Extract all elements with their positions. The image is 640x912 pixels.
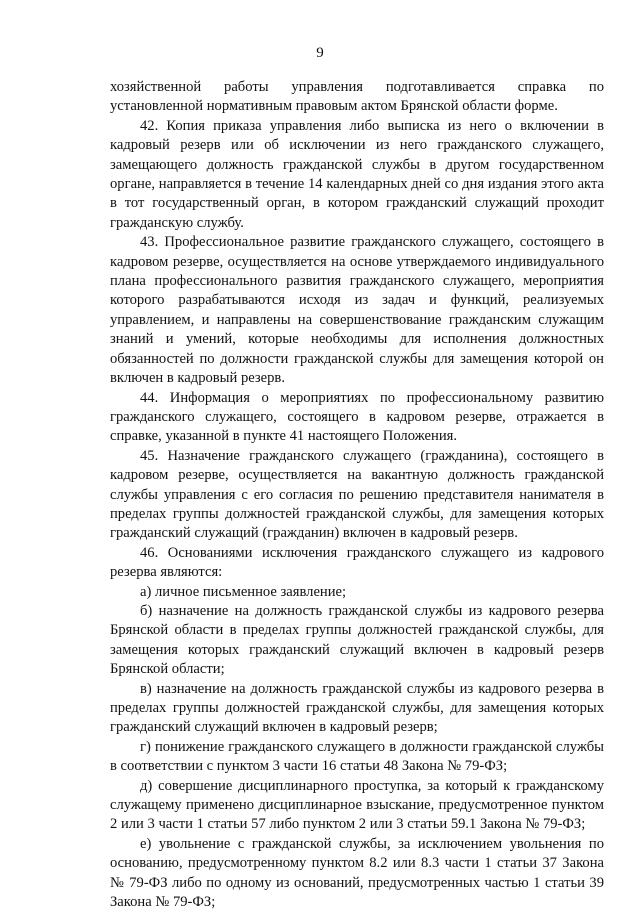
list-item-g: г) понижение гражданского служащего в должности гражданской службы в соответствии с пунктом 3 части 16 статьи 48 Закона № 79-ФЗ;	[110, 738, 604, 775]
page-number: 9	[316, 45, 324, 61]
paragraph-continuation: хозяйственной работы управления подготавливается справка по установленной нормативным правовым актом Брянской области форме.	[110, 79, 604, 115]
paragraph-44: 44. Информация о мероприятиях по профессиональному развитию гражданского служащего, состоящего в кадровом резерве, отражается в справке, указанной в пункте 41 настоящего Положения.	[110, 389, 604, 445]
document-body	[110, 78, 604, 912]
paragraph-43: 43. Профессиональное развитие гражданского служащего, состоящего в кадровом резерве, осуществляется на основе утверждаемого индивидуального плана профессионального развития гражданского служащего, мероприятия которого разрабатываются исходя из задач и функций, реализуемых управлением, и направлены на совершенствование гражданским служащим знаний и умений, которые необходимы для исполнения должностных обязанностей по должности гражданской службы для замещения которой он включен в кадровый резерв.	[110, 234, 604, 387]
list-item-b: б) назначение на должность гражданской службы из кадрового резерва Брянской области в пределах группы должностей гражданской службы, для замещения которых гражданский служащий включен в кадровый резерв Брянской области;	[110, 602, 604, 678]
paragraph-45: 45. Назначение гражданского служащего (гражданина), состоящего в кадровом резерве, осуществляется на вакантную должность гражданской службы управления с его согласия по решению представителя нанимателя в пределах группы должностей гражданской службы, для замещения которых гражданский служащий (гражданин) включен в кадровый резерв.	[110, 447, 604, 542]
list-item-v: в) назначение на должность гражданской службы из кадрового резерва в пределах группы должностей гражданской службы, для замещения которых гражданский служащий включен в кадровый резерв;	[110, 680, 604, 736]
paragraph-42: 42. Копия приказа управления либо выписка из него о включении в кадровый резерв или об исключении из него гражданского служащего, замещающего должность гражданской службы в другом государственном органе, направляется в течение 14 календарных дней со дня издания этого акта в тот государственный орган, в котором гражданский служащий проходит гражданскую службу.	[110, 117, 604, 231]
list-item-d: д) совершение дисциплинарного проступка, за который к гражданскому служащему применено дисциплинарное взыскание, предусмотренное пунктом 2 или 3 части 1 статьи 57 либо пунктом 2 или 3 статьи 59.1 Закона № 79-ФЗ;	[110, 777, 604, 833]
list-item-e: е) увольнение с гражданской службы, за исключением увольнения по основанию, предусмотренному пунктом 8.2 или 8.3 части 1 статьи 37 Закона № 79-ФЗ либо по одному из оснований, предусмотренных частью 1 статьи 39 Закона № 79-ФЗ;	[110, 835, 604, 911]
list-item-a: а) личное письменное заявление;	[140, 583, 347, 600]
paragraph-46: 46. Основаниями исключения гражданского служащего из кадрового резерва являются:	[110, 544, 604, 581]
